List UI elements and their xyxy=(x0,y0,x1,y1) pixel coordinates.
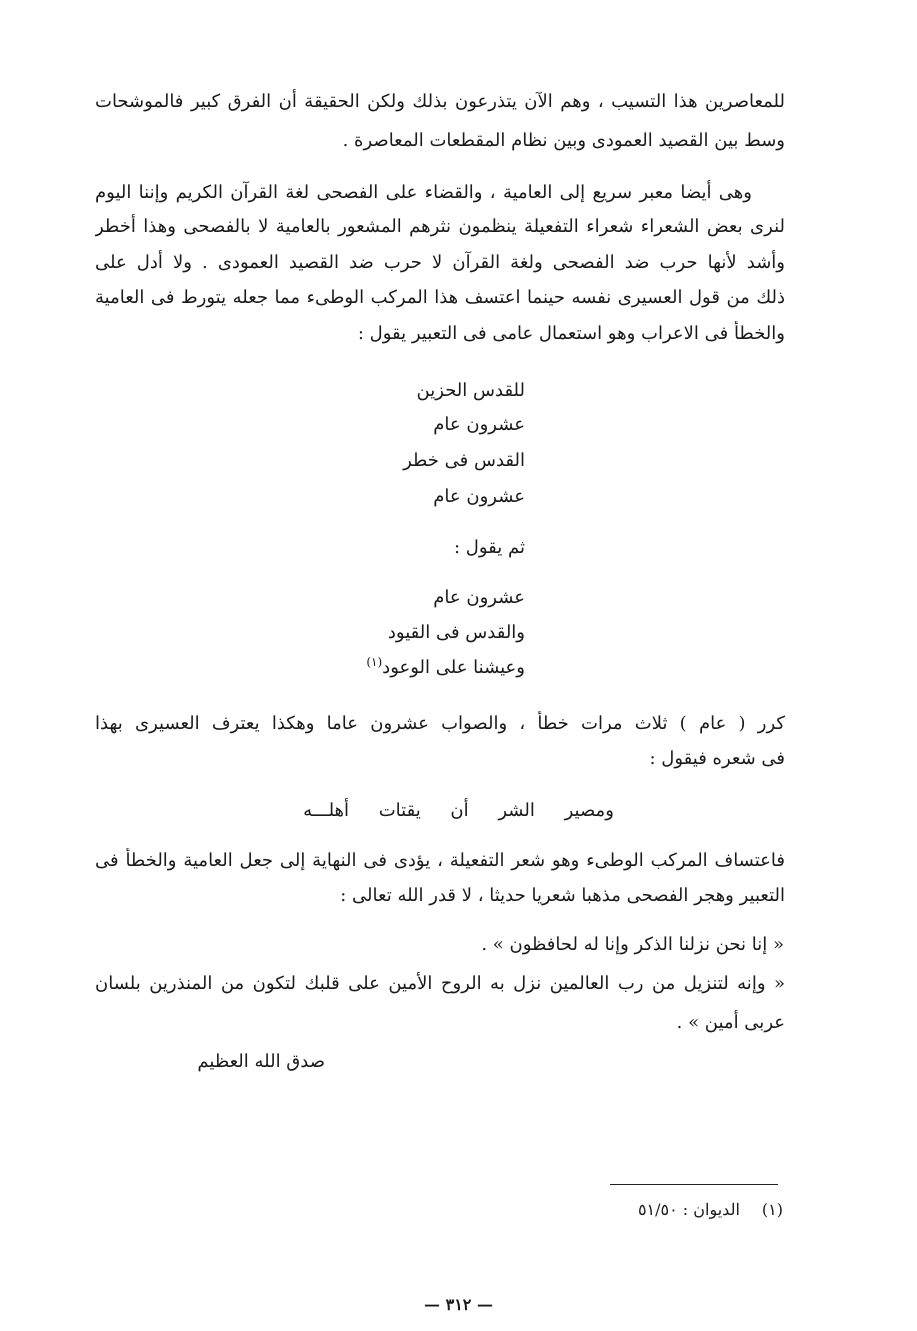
paragraph-2-line-2: لنرى بعض الشعراء شعراء التفعيلة ينظمون نثرهم المشعور بالعامية لا بالفصحى وهذا أخطر xyxy=(95,216,785,237)
closing-phrase: صدق الله العظيم xyxy=(197,1051,325,1072)
poem-1-line-4: عشرون عام xyxy=(433,486,525,507)
quran-quote-2-line-2: عربى أمين » . xyxy=(676,1012,785,1033)
paragraph-2-line-1: وهى أيضا معبر سريع إلى العامية ، والقضاء على الفصحى لغة القرآن الكريم وإننا اليوم xyxy=(95,182,752,203)
footnote-number: (١) xyxy=(761,1200,783,1219)
footnote-divider xyxy=(610,1184,778,1185)
footnote-reference-mark: (١) xyxy=(366,655,383,669)
footnote xyxy=(638,1199,783,1221)
paragraph-3-line-1: كرر ( عام ) ثلاث مرات خطأ ، والصواب عشرون عاما وهكذا يعترف العسيرى بهذا xyxy=(95,713,785,734)
page-number: — ٣١٢ — xyxy=(424,1295,493,1314)
footnote-text: الديوان : ٥١/٥٠ xyxy=(637,1200,740,1219)
paragraph-2-line-3: وأشد لأنها حرب ضد الفصحى ولغة القرآن لا حرب ضد القصيد العمودى . ولا أدل على xyxy=(95,252,785,273)
paragraph-1-line-1: للمعاصرين هذا التسيب ، وهم الآن يتذرعون بذلك ولكن الحقيقة أن الفرق كبير فالموشحات xyxy=(95,91,785,112)
poem-2-line-2: والقدس فى القيود xyxy=(387,622,525,643)
poem-1-line-2: عشرون عام xyxy=(433,414,525,435)
paragraph-1-line-2: وسط بين القصيد العمودى وبين نظام المقطعات المعاصرة . xyxy=(342,130,785,151)
paragraph-4-line-2: التعبير وهجر الفصحى مذهبا شعريا حديثا ، لا قدر الله تعالى : xyxy=(340,885,785,906)
then-says-line: ثم يقول : xyxy=(454,537,525,558)
paragraph-3-line-2: فى شعره فيقول : xyxy=(649,748,785,769)
poem-1-line-3: القدس فى خطر xyxy=(403,450,525,471)
poem-2-line-3-text: وعيشنا على الوعود xyxy=(382,657,525,678)
quran-quote-2-line-1: « وإنه لتنزيل من رب العالمين نزل به الروح الأمين على قلبك لتكون من المنذرين بلسان xyxy=(95,973,785,994)
poem-2-line-1: عشرون عام xyxy=(433,587,525,608)
poem-hemistich: ومصير الشر أن يقتات أهلـــه xyxy=(303,800,614,821)
poem-2-line-3 xyxy=(366,655,525,681)
poem-1-line-1: للقدس الحزين xyxy=(416,380,525,401)
paragraph-4-line-1: فاعتساف المركب الوطىء وهو شعر التفعيلة ، يؤدى فى النهاية إلى جعل العامية والخطأ فى xyxy=(95,850,785,871)
paragraph-2-line-5: والخطأ فى الاعراب وهو استعمال عامى فى التعبير يقول : xyxy=(357,323,785,344)
paragraph-2-line-4: ذلك من قول العسيرى نفسه حينما اعتسف هذا المركب الوطىء مما جعله يتورط فى العامية xyxy=(95,287,785,308)
quran-quote-1: « إنا نحن نزلنا الذكر وإنا له لحافظون » . xyxy=(481,934,784,955)
